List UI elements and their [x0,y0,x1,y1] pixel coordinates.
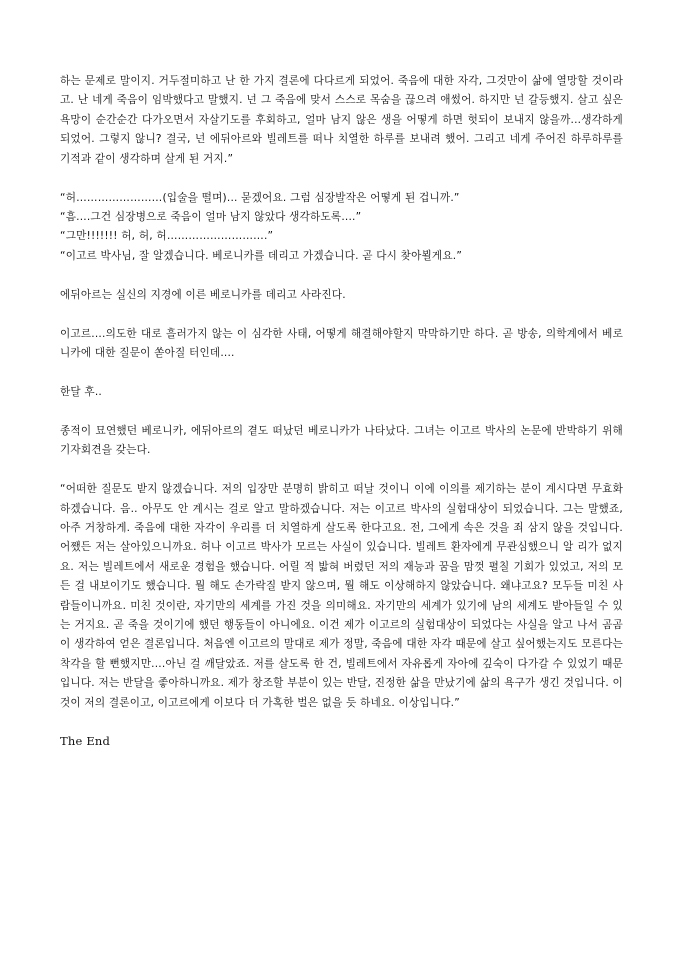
dialog-line-4: “이고르 박사님, 잘 알겠습니다. 베로니카를 데리고 가겠습니다. 곧 다시 찾아뵐게요.” [60,249,463,262]
paragraph-4: 한달 후.. [60,385,103,398]
paragraph-1: 하는 문제로 말이지. 거두절미하고 난 한 가지 결론에 다다르게 되었어. 죽음에 대한 자각, 그것만이 삶에 열망할 것이라고. 난 네게 죽음이 임박했다고 말했지. 넌 그 죽음에 맞서 스스로 목숨을 끊으려 애썼어. 하지만 넌 갈등했지. 살고 싶은 욕망이 순간순간 다가오면서 자살기도를 후회하고, 얼마 남지 않은 생을 어떻게 하면 헛되이 보내지 않을까...생각하게 되었어. 그렇지 않니? 결국, 넌 에뒤아르와 빌레트를 떠나 치열한 하루를 보내려 했어. 그리고 네게 주어진 하루하루를 기적과 같이 생각하며 살게 된 거지.” [60,75,623,165]
dialog-line-1: “허……………………(입술을 떨며)... 묻겠어요. 그럼 심장발작은 어떻게 된 겁니까.” [60,191,460,204]
paragraph-5: 종적이 묘연했던 베로니카, 에뒤아르의 곁도 떠났던 베로니카가 나타났다. 그녀는 이고르 박사의 논문에 반박하기 위해 기자회견을 갖는다. [60,424,623,457]
paragraph-6: “어떠한 질문도 받지 않겠습니다. 저의 입장만 분명히 밝히고 떠날 것이니 이에 이의를 제기하는 분이 계시다면 무효화하겠습니다. 음.. 아무도 안 계시는 걸로 알고 말하겠습니다. 저는 이고르 박사의 실험대상이 되었습니다. 그는 말했죠, 아주 거창하게. 죽음에 대한 자각이 우리를 더 치열하게 살도록 한다고요. 전, 그에게 속은 것을 죄 삼지 않을 것입니다. 어쨌든 저는 살아있으니까요. 허나 이고르 박사가 모르는 사실이 있습니다. 빌레트 환자에게 무관심했으니 알 리가 없지요. 저는 빌레트에서 새로운 경험을 했습니다. 어릴 적 밟혀 버렸던 저의 재능과 꿈을 맘껏 펼칠 기회가 있었고, 저의 모든 걸 내보이기도 했습니다. 뭘 해도 손가락질 받지 않으며, 뭘 해도 이상해하지 않았습니다. 왜냐고요? 모두들 미친 사람들이니까요. 미친 것이란, 자기만의 세계를 가진 것을 의미해요. 자기만의 세계가 있기에 남의 세계도 받아들일 수 있는 거지요. 곧 죽을 것이기에 했던 행동들이 아니에요. 이건 제가 이고르의 실험대상이 되었다는 사실을 알고 나서 곰곰이 생각하여 얻은 결론입니다. 처음엔 이고르의 말대로 제가 정말, 죽음에 대한 자각 때문에 살고 싶어했는지도 모른다는 착각을 할 뻔했지만....아닌 걸 깨달았죠. 저를 살도록 한 건, 빌레트에서 자유롭게 자아에 깊숙이 다가갈 수 있었기 때문입니다. 저는 반달을 좋아하니까요. 제가 창조할 부분이 있는 반달, 진정한 삶을 만났기에 삶의 욕구가 생긴 것입니다. 이것이 저의 결론이고, 이고르에게 이보다 더 가혹한 벌은 없을 듯 하네요. 이상입니다.” [60,483,623,709]
paragraph-2: 에뒤아르는 실신의 지경에 이른 베로니카를 데리고 사라진다. [60,288,346,301]
paragraph-3: 이고르....의도한 대로 흘러가지 않는 이 심각한 사태, 어떻게 해결해야할지 막막하기만 하다. 곧 방송, 의학계에서 베로니카에 대한 질문이 쏟아질 터인데.... [60,327,623,359]
dialog-block [60,189,623,267]
the-end-label: The End [60,734,111,749]
dialog-line-3: “그만!!!!!!! 허, 허, 허……………………….” [60,230,274,243]
document-page [60,72,623,771]
dialog-line-2: “흠....그건 심장병으로 죽음이 얼마 남지 않았다 생각하도록....” [60,210,362,223]
